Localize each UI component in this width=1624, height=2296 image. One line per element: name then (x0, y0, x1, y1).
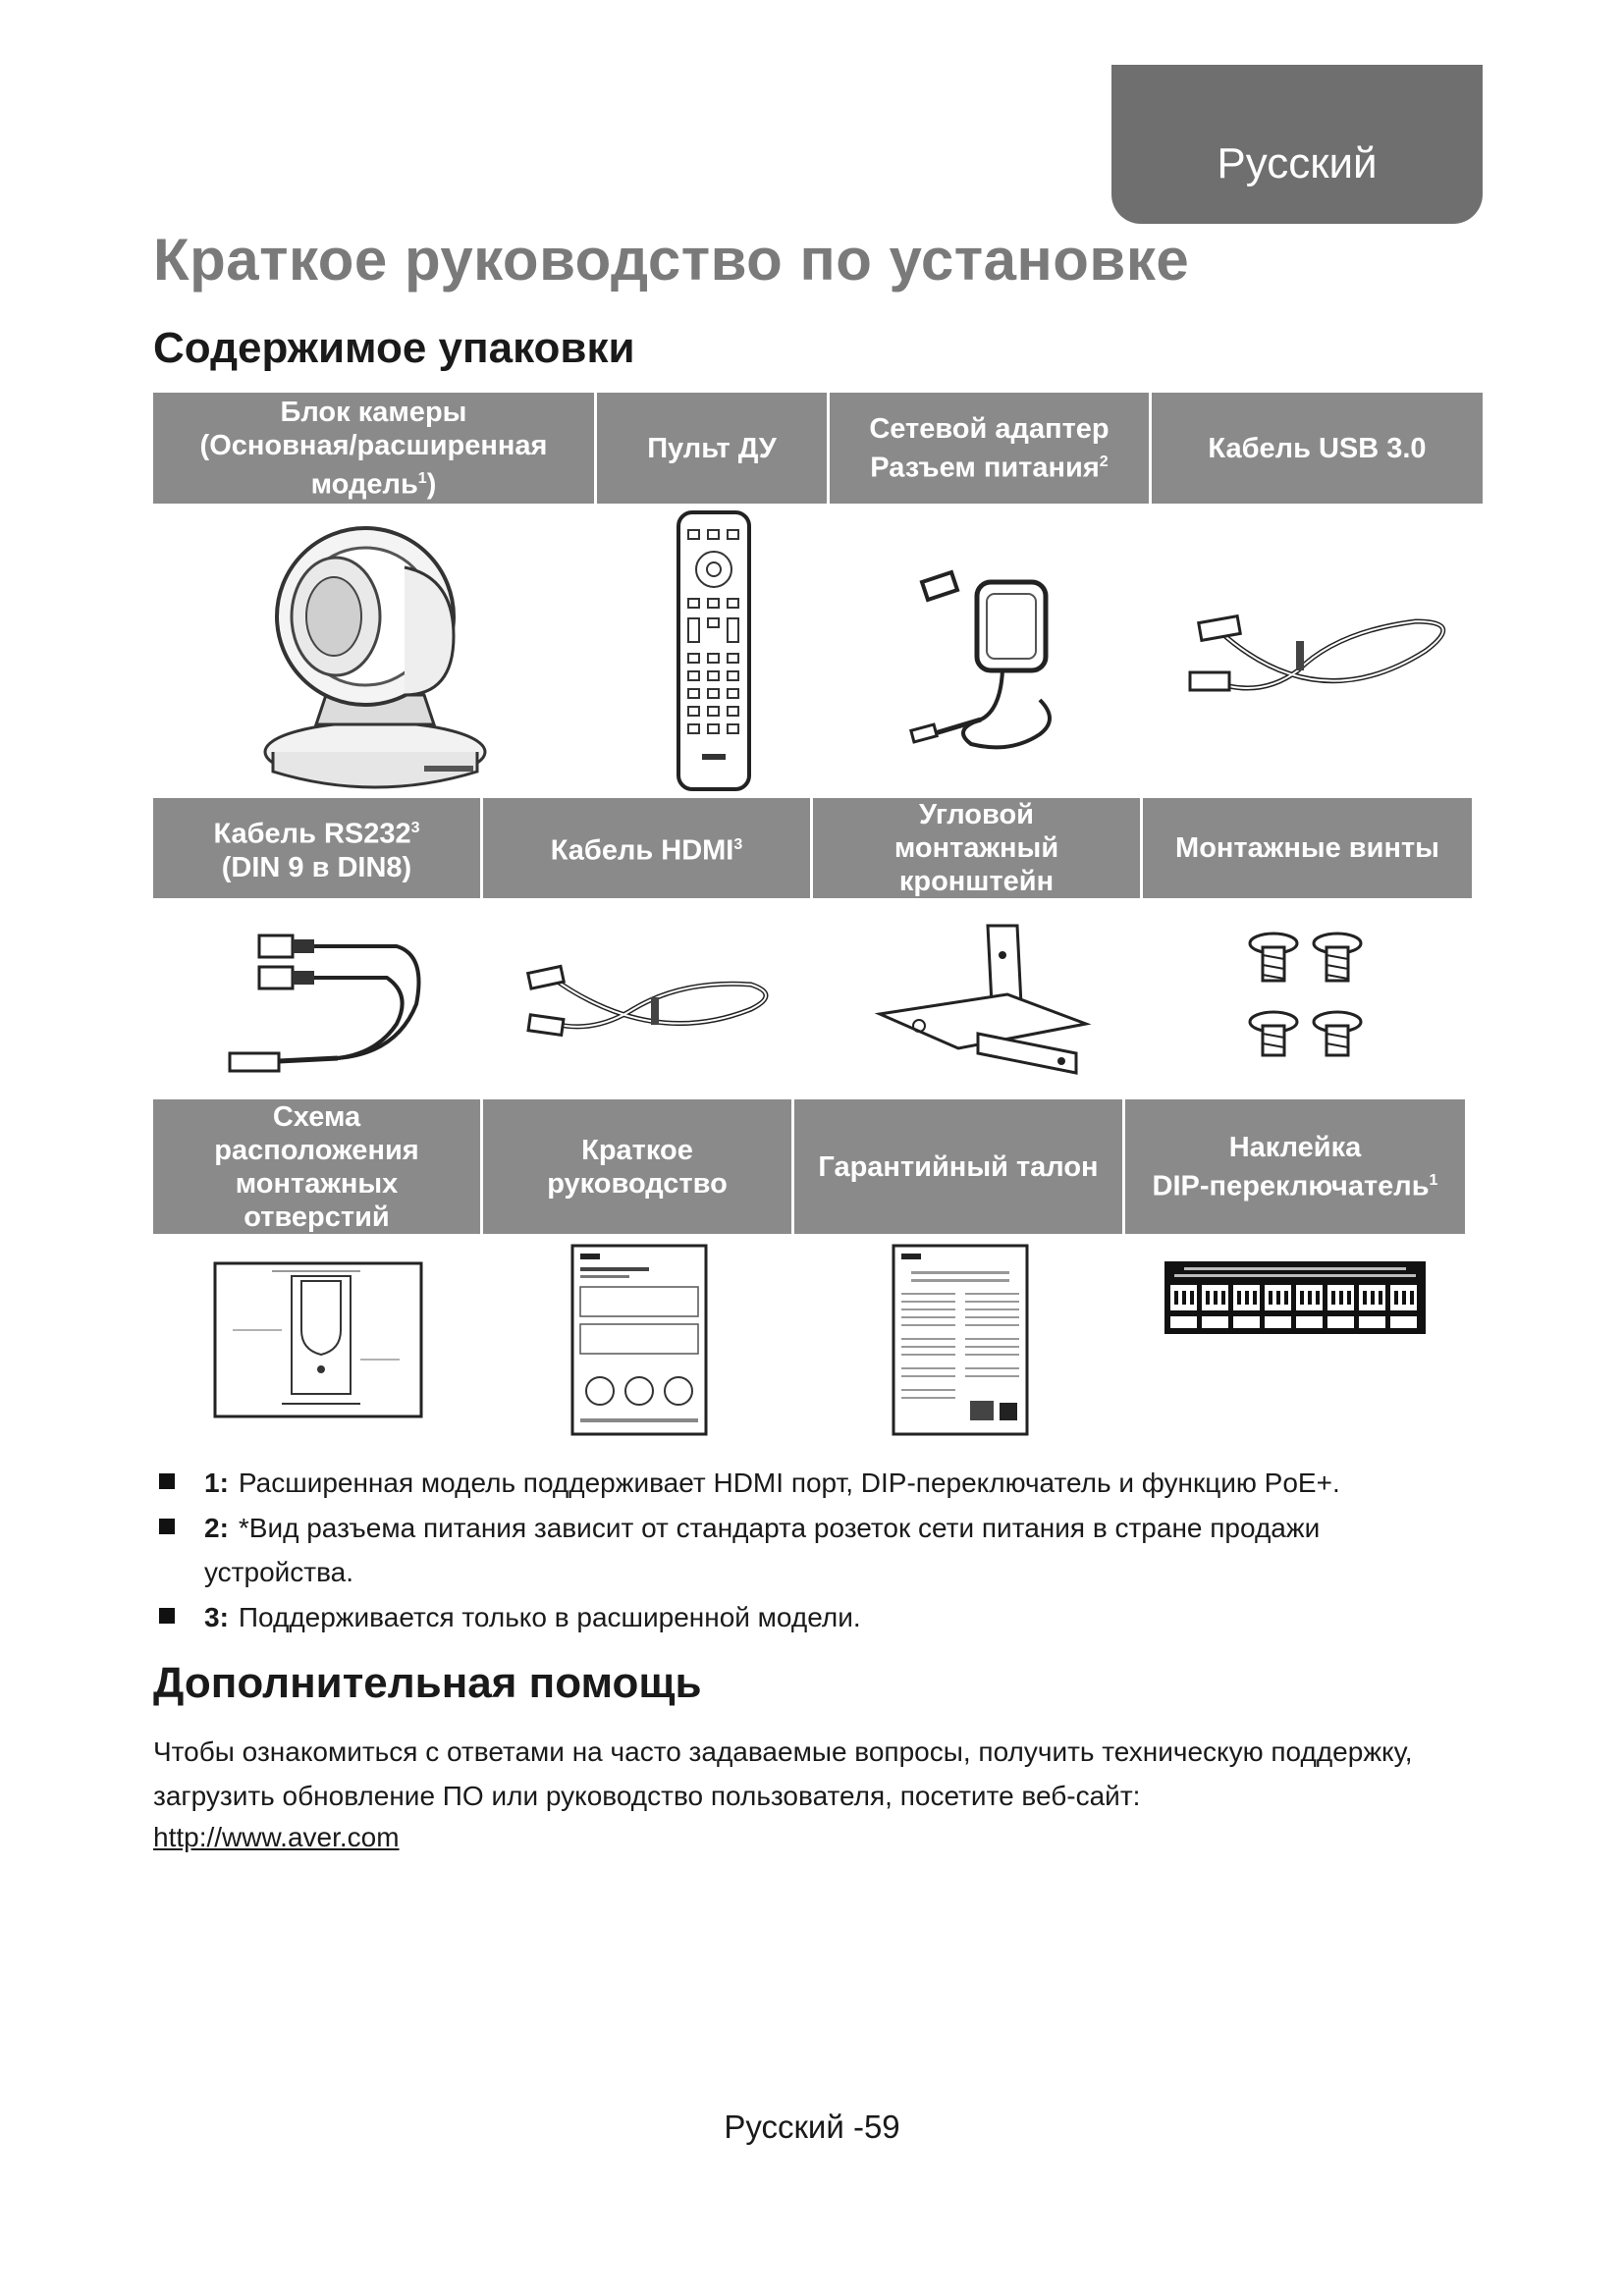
footnote-text-continued: устройства. (204, 1557, 354, 1587)
hdmi-cable-icon (515, 940, 781, 1058)
header-text: Кабель HDMI (550, 834, 734, 867)
header-text: Кабель RS232 (213, 818, 411, 850)
mounting-template-image (153, 1234, 483, 1445)
header-text: DIP-переключатель (1152, 1170, 1430, 1202)
header-power-adapter (830, 393, 1152, 504)
package-images-row-3 (153, 1234, 1465, 1445)
quick-guide-icon (570, 1244, 708, 1436)
mounting-template-icon (213, 1261, 423, 1418)
camera-unit-image (153, 504, 597, 798)
package-header-row-2 (153, 798, 1472, 898)
aver-website-link[interactable]: http://www.aver.com (153, 1822, 400, 1852)
power-adapter-image (830, 504, 1152, 798)
page-title: Краткое руководство по установке (153, 227, 1190, 293)
header-text: Разъем питания (870, 452, 1100, 484)
page-footer: Русский -59 (724, 2109, 900, 2145)
package-header-row-1 (153, 393, 1483, 504)
language-tab (1111, 65, 1483, 224)
warranty-card-image (794, 1234, 1125, 1445)
header-text: Угловой (918, 799, 1035, 830)
header-camera-unit (153, 393, 597, 504)
header-text: отверстий (244, 1201, 390, 1233)
header-text: монтажных (235, 1167, 399, 1200)
header-mounting-screws (1143, 798, 1472, 898)
header-mounting-template (153, 1099, 483, 1234)
header-rs232-cable (153, 798, 483, 898)
package-images-row-2 (153, 898, 1472, 1099)
mounting-bracket-image (813, 898, 1143, 1099)
header-text: Блок камеры (280, 396, 467, 428)
header-remote (597, 393, 830, 504)
header-text: (Основная/расширенная (199, 429, 548, 461)
header-usb-cable (1152, 393, 1483, 504)
language-tab-label: Русский (1217, 139, 1378, 187)
header-text: расположения (214, 1134, 419, 1166)
footnote-item (153, 1595, 1489, 1639)
header-text: Сетевой адаптер (869, 412, 1110, 445)
header-text: кронштейн (898, 866, 1055, 897)
dip-sticker-icon (1164, 1261, 1426, 1334)
header-text: монтажный (893, 832, 1059, 864)
footnote-text: Поддерживается только в расширенной модели. (238, 1602, 861, 1632)
footnote-ref: 1 (1429, 1171, 1438, 1189)
hdmi-cable-image (483, 898, 813, 1099)
footnote-ref: 3 (410, 820, 420, 837)
additional-help-text: Чтобы ознакомиться с ответами на часто задаваемые вопросы, получить техническую поддержку, загрузить обновление ПО или руководство пользователя, посетите веб-сайт: (153, 1736, 1413, 1811)
footnote-item (153, 1461, 1489, 1505)
usb-cable-image (1152, 504, 1483, 798)
header-text: Пульт ДУ (647, 432, 777, 464)
header-mounting-bracket (813, 798, 1143, 898)
package-images-row-1 (153, 504, 1483, 798)
footnote-number: 2: (204, 1513, 229, 1543)
warranty-card-icon (892, 1244, 1029, 1436)
footnotes-list (153, 1461, 1489, 1640)
header-text: Гарантийный талон (818, 1150, 1099, 1183)
header-text: руководство (547, 1167, 728, 1200)
mounting-screws-image (1143, 898, 1472, 1099)
header-text: Монтажные винты (1175, 832, 1439, 864)
header-text: (DIN 9 в DIN8) (221, 851, 412, 883)
header-text: ) (426, 468, 437, 501)
footnote-number: 3: (204, 1602, 229, 1632)
header-hdmi-cable (483, 798, 813, 898)
footnote-text: *Вид разъема питания зависит от стандарта розеток сети питания в стране продажи (238, 1513, 1321, 1543)
footnote-number: 1: (204, 1468, 229, 1498)
header-text: модель (310, 468, 418, 501)
additional-help-heading: Дополнительная помощь (153, 1659, 702, 1707)
power-adapter-icon (893, 543, 1089, 759)
footnote-ref: 2 (1099, 453, 1109, 470)
header-text: Краткое (581, 1134, 693, 1166)
package-contents-heading: Содержимое упаковки (153, 324, 635, 372)
dip-sticker-image (1125, 1234, 1465, 1445)
footnote-ref: 1 (417, 469, 427, 487)
mounting-screws-icon (1239, 926, 1377, 1073)
package-header-row-3 (153, 1099, 1465, 1234)
rs232-cable-image (153, 898, 483, 1099)
quick-guide-image (483, 1234, 794, 1445)
rs232-cable-icon (200, 916, 436, 1083)
header-text: Схема (272, 1100, 361, 1133)
footnote-item (153, 1506, 1489, 1594)
footnote-text: Расширенная модель поддерживает HDMI порт, DIP-переключатель и функцию PoE+. (238, 1468, 1340, 1498)
remote-image (597, 504, 830, 798)
remote-control-icon (675, 508, 753, 793)
header-warranty-card (794, 1099, 1125, 1234)
header-text: Кабель USB 3.0 (1208, 432, 1427, 464)
usb-cable-icon (1180, 582, 1455, 720)
mounting-bracket-icon (860, 916, 1096, 1083)
footnote-ref: 3 (733, 836, 743, 854)
camera-unit-icon (257, 508, 493, 793)
header-dip-sticker (1125, 1099, 1465, 1234)
header-text: Наклейка (1228, 1131, 1362, 1163)
header-quick-guide (483, 1099, 794, 1234)
